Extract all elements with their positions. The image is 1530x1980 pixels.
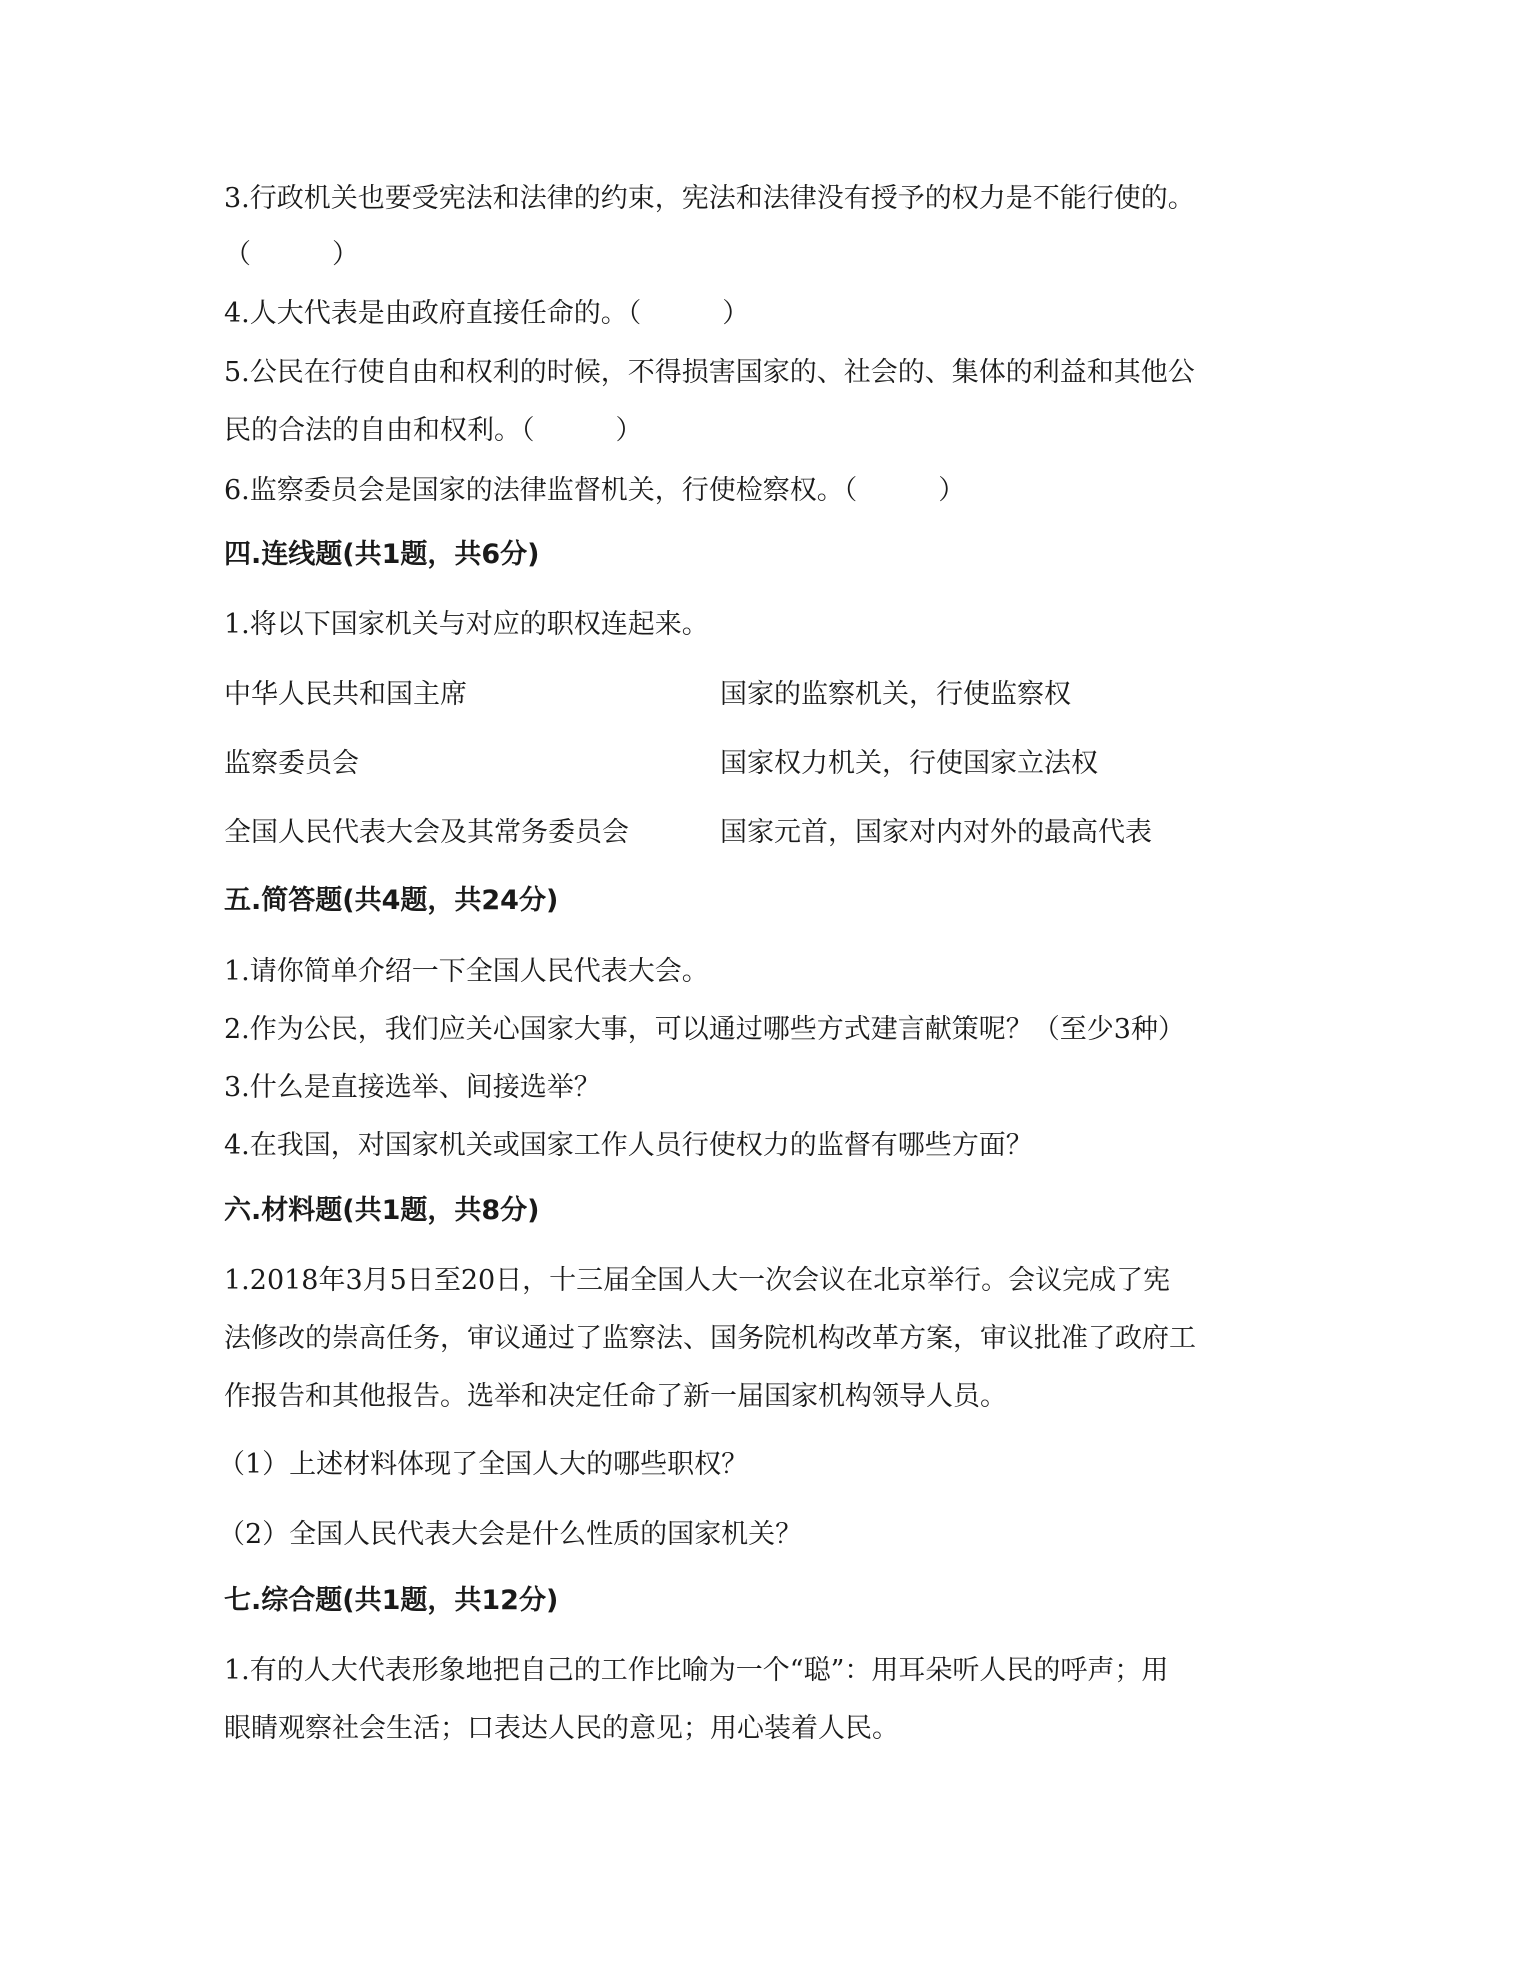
matching-right-item: 国家的监察机关，行使监察权 <box>720 679 1071 710</box>
matching-row <box>224 810 1314 849</box>
judge-item-5-line1: 5.公民在行使自由和权利的时候，不得损害国家的、社会的、集体的利益和其他公 <box>224 357 1195 388</box>
material-text-line: 作报告和其他报告。选举和决定任命了新一届国家机构领导人员。 <box>224 1381 1007 1412</box>
material-text-line: 法修改的崇高任务，审议通过了监察法、国务院机构改革方案，审议批准了政府工 <box>224 1323 1196 1354</box>
comprehensive-text-line: 眼睛观察社会生活；口表达人民的意见；用心装着人民。 <box>224 1713 899 1744</box>
short-answer-item-2: 2.作为公民，我们应关心国家大事，可以通过哪些方式建言献策呢？（至少3种） <box>224 1014 1185 1045</box>
short-answer-heading: 五.简答题(共4题，共24分) <box>224 885 559 916</box>
judge-item-4: 4.人大代表是由政府直接任命的。（ ） <box>224 298 750 329</box>
material-text-line: 1.2018年3月5日至20日，十三届全国人大一次会议在北京举行。会议完成了宪 <box>224 1265 1171 1296</box>
material-heading: 六.材料题(共1题，共8分) <box>224 1195 540 1226</box>
judge-item-3-line1: 3.行政机关也要受宪法和法律的约束，宪法和法律没有授予的权力是不能行使的。 <box>224 183 1195 214</box>
matching-left-item: 中华人民共和国主席 <box>224 679 467 710</box>
comprehensive-heading: 七.综合题(共1题，共12分) <box>224 1585 559 1616</box>
matching-heading: 四.连线题(共1题，共6分) <box>224 539 540 570</box>
judge-item-6: 6.监察委员会是国家的法律监督机关，行使检察权。（ ） <box>224 475 966 506</box>
matching-row <box>224 672 1314 711</box>
matching-left-item: 全国人民代表大会及其常务委员会 <box>224 817 629 848</box>
material-sub-question-1: （1）上述材料体现了全国人大的哪些职权？ <box>218 1449 749 1480</box>
short-answer-item-1: 1.请你简单介绍一下全国人民代表大会。 <box>224 956 709 987</box>
material-sub-question-2: （2）全国人民代表大会是什么性质的国家机关？ <box>218 1519 803 1550</box>
matching-right-item: 国家权力机关，行使国家立法权 <box>720 748 1098 779</box>
matching-right-item: 国家元首，国家对内对外的最高代表 <box>720 817 1152 848</box>
comprehensive-text-line: 1.有的人大代表形象地把自己的工作比喻为一个“聪”：用耳朵听人民的呼声；用 <box>224 1655 1169 1686</box>
matching-question: 1.将以下国家机关与对应的职权连起来。 <box>224 609 709 640</box>
matching-row <box>224 741 1314 780</box>
judge-item-3-blank: （ ） <box>224 239 359 270</box>
short-answer-item-4: 4.在我国，对国家机关或国家工作人员行使权力的监督有哪些方面？ <box>224 1130 1033 1161</box>
matching-left-item: 监察委员会 <box>224 748 359 779</box>
judge-item-5-line2: 民的合法的自由和权利。（ ） <box>224 415 643 446</box>
short-answer-item-3: 3.什么是直接选举、间接选举？ <box>224 1072 601 1103</box>
